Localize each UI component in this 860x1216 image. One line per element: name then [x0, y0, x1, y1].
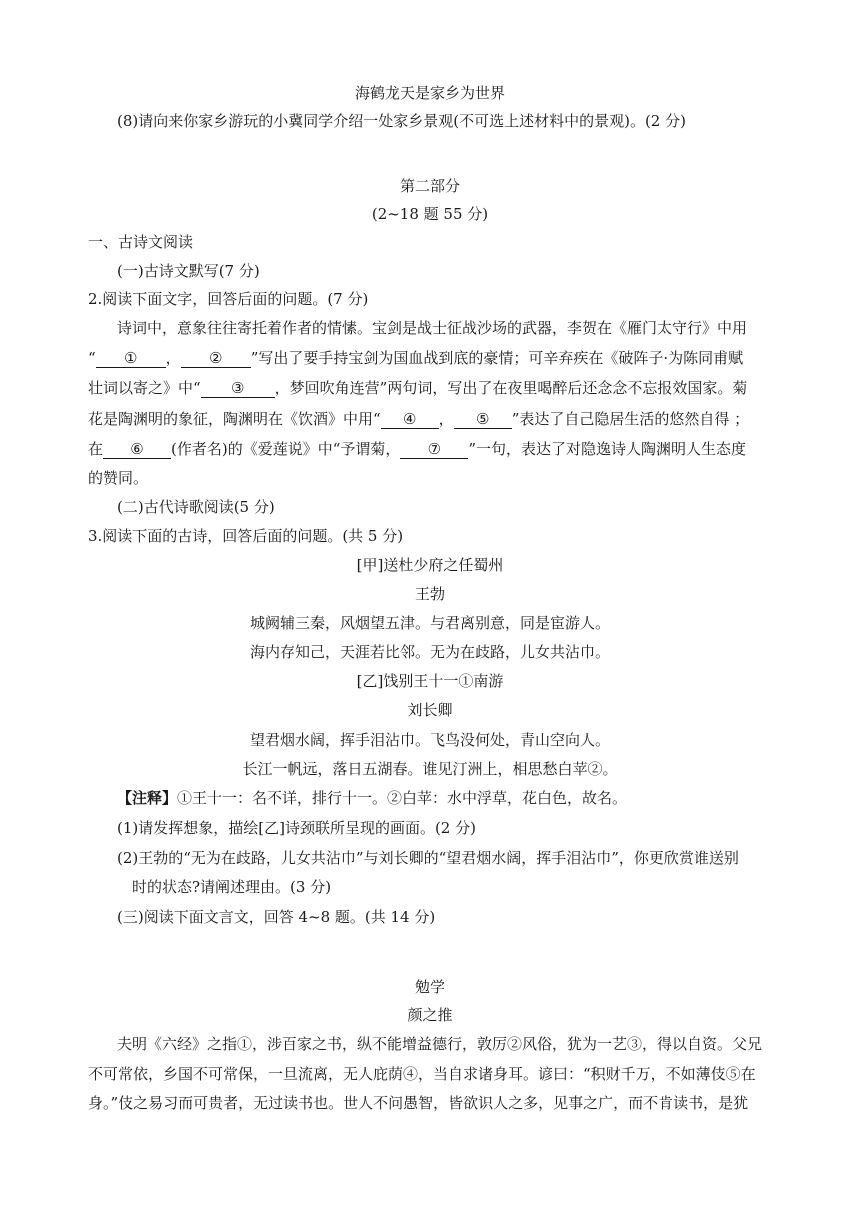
q2-line-2: “ ① ， ② ”写出了要手持宝剑为国血战到底的豪情；可辛弃疾在《破阵子·为陈同甫赋	[88, 349, 744, 367]
blank-6[interactable]: ⑥	[103, 440, 171, 459]
poem-1-title: [甲]送杜少府之任蜀州	[356, 556, 504, 574]
poem-1-author: 王勃	[414, 585, 445, 603]
essay-title: 勉学	[414, 978, 445, 996]
motto-line: 海鹤龙天是家乡为世界	[354, 84, 505, 102]
poem-2-author: 刘长卿	[407, 701, 453, 719]
question-3-2-line-1: (2)王勃的“无为在歧路，儿女共沾巾”与刘长卿的“望君烟水阔，挥手泪沾巾”，你更欣赏谁送别	[117, 849, 739, 867]
blank-3[interactable]: ③	[201, 379, 275, 398]
q2-line-6: 的赞同。	[88, 469, 149, 487]
poem-1-line-2: 海内存知己，天涯若比邻。无为在歧路，儿女共沾巾。	[249, 643, 610, 661]
section-1-heading: 一、古诗文阅读	[88, 233, 194, 251]
question-3-2-line-2: 时的状态?请阐述理由。(3 分)	[132, 878, 332, 896]
blank-1[interactable]: ①	[96, 349, 166, 368]
poem-2-line-1: 望君烟水阔，挥手泪沾巾。飞鸟没何处，青山空向人。	[249, 731, 610, 749]
notes-text: ①王十一：名不详，排行十一。②白苹：水中浮草，花白色，故名。	[177, 789, 628, 807]
poem-1-line-1: 城阙辅三秦，风烟望五津。与君离别意，同是宦游人。	[249, 614, 610, 632]
part-title: 第二部分	[399, 177, 460, 195]
subsection-1-heading: (一)古诗文默写(7 分)	[117, 262, 260, 280]
blank-4[interactable]: ④	[381, 410, 439, 429]
q2-line-5: 在 ⑥ (作者名)的《爱莲说》中“予谓菊， ⑦ ”一句，表达了对隐逸诗人陶渊明人生态度	[88, 440, 747, 458]
blank-5[interactable]: ⑤	[454, 410, 512, 429]
question-2-heading: 2.阅读下面文字，回答后面的问题。(7 分)	[88, 290, 369, 308]
part-range: (2~18 题 55 分)	[371, 205, 489, 223]
blank-7[interactable]: ⑦	[400, 440, 468, 459]
essay-line-2: 不可常依，乡国不可常保，一旦流离，无人庇荫④，当自求诸身耳。谚曰：“积财千万，不如薄伎⑤在	[88, 1065, 756, 1083]
poem-2-line-2: 长江一帆远，落日五湖春。谁见汀洲上，相思愁白苹②。	[242, 760, 618, 778]
poem-notes	[117, 788, 627, 808]
poem-2-title: [乙]饯别王十一①南游	[356, 672, 504, 690]
blank-2[interactable]: ②	[181, 349, 251, 368]
q2-line-1: 诗词中，意象往往寄托着作者的情愫。宝剑是战士征战沙场的武器，李贺在《雁门太守行》中用	[117, 319, 748, 337]
essay-line-1: 夫明《六经》之指①，涉百家之书，纵不能增益德行，敦厉②风俗，犹为一艺③，得以自资。父兄	[117, 1035, 763, 1053]
essay-line-3: 身。”伎之易习而可贵者，无过读书也。世人不问愚智，皆欲识人之多，见事之广，而不肯读书，是犹	[88, 1094, 749, 1112]
question-8: (8)请向来你家乡游玩的小冀同学介绍一处家乡景观(不可选上述材料中的景观)。(2 分)	[117, 112, 686, 130]
q2-line-3: 壮词以寄之》中“ ③ ，梦回吹角连营”两句词，写出了在夜里喝醉后还念念不忘报效国家。菊	[88, 379, 748, 397]
subsection-3-heading: (三)阅读下面文言文，回答 4~8 题。(共 14 分)	[117, 908, 436, 926]
question-3-heading: 3.阅读下面的古诗，回答后面的问题。(共 5 分)	[88, 527, 404, 545]
q2-line-4: 花是陶渊明的象征，陶渊明在《饮酒》中用“ ④ ， ⑤ ”表达了自己隐居生活的悠然自得 ；	[88, 410, 750, 428]
essay-author: 颜之推	[407, 1006, 453, 1024]
notes-label: 【注释】	[117, 789, 178, 807]
question-3-1: (1)请发挥想象，描绘[乙]诗颈联所呈现的画面。(2 分)	[117, 819, 476, 837]
subsection-2-heading: (二)古代诗歌阅读(5 分)	[117, 498, 275, 516]
